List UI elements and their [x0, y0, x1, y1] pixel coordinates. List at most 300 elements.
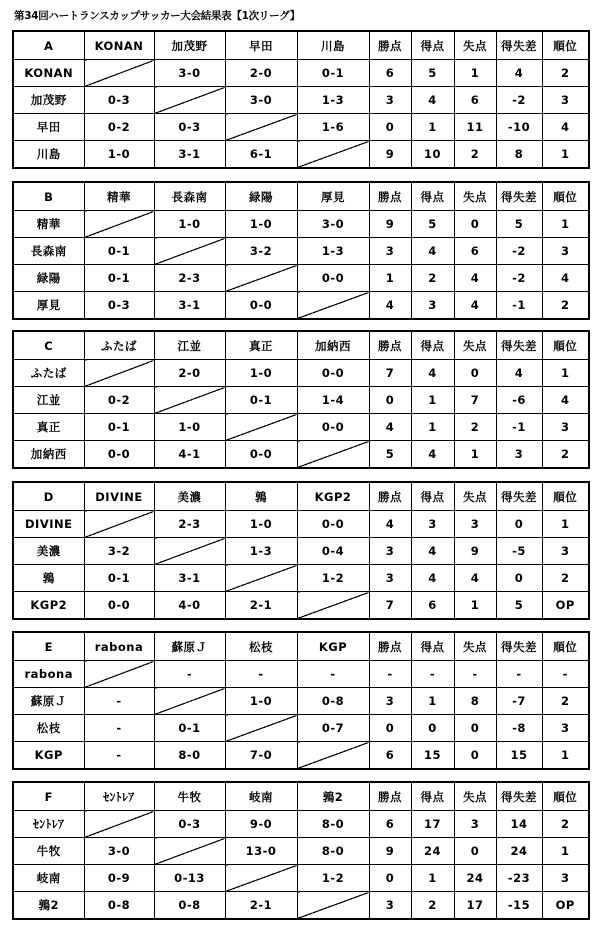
- stat-cell: 1: [542, 511, 589, 538]
- column-header: 松枝: [225, 632, 297, 661]
- team-name: KGP: [13, 742, 84, 770]
- match-score: 0-9: [84, 865, 154, 892]
- stat-cell: 3: [542, 538, 589, 565]
- stat-cell: 4: [496, 360, 542, 387]
- match-score: -: [84, 715, 154, 742]
- match-score: 1-4: [297, 387, 369, 414]
- column-header: 長森南: [154, 182, 225, 211]
- column-header: 鶉2: [297, 782, 369, 811]
- team-name: 蘇原Ｊ: [13, 688, 84, 715]
- stat-cell: 3: [369, 87, 411, 114]
- stat-cell: 4: [411, 360, 454, 387]
- stat-cell: 9: [454, 538, 496, 565]
- match-score: 0-3: [154, 114, 225, 141]
- table-header-row: [13, 31, 589, 60]
- stat-cell: 15: [496, 742, 542, 770]
- column-header: 勝点: [369, 782, 411, 811]
- stat-cell: 2: [411, 892, 454, 920]
- table-row: [13, 292, 589, 320]
- stat-cell: 14: [496, 811, 542, 838]
- match-score: 8-0: [154, 742, 225, 770]
- stat-cell: 3: [542, 865, 589, 892]
- table-row: [13, 265, 589, 292]
- team-name: 牛牧: [13, 838, 84, 865]
- team-name: 加納西: [13, 441, 84, 469]
- match-score: 3-1: [154, 292, 225, 320]
- diagonal-cell: [225, 414, 297, 441]
- match-score: 3-1: [154, 565, 225, 592]
- stat-cell: 6: [369, 742, 411, 770]
- table-header-row: [13, 182, 589, 211]
- group-table: [12, 781, 590, 920]
- match-score: 0-0: [84, 441, 154, 469]
- match-score: 4-0: [154, 592, 225, 620]
- stat-cell: 9: [369, 141, 411, 169]
- diagonal-cell: [84, 211, 154, 238]
- column-header: 蘇原Ｊ: [154, 632, 225, 661]
- match-score: 0-0: [297, 511, 369, 538]
- match-score: 2-0: [154, 360, 225, 387]
- table-row: [13, 238, 589, 265]
- stat-cell: 1: [454, 592, 496, 620]
- diagonal-cell: [297, 441, 369, 469]
- table-row: [13, 87, 589, 114]
- stat-cell: 2: [411, 265, 454, 292]
- column-header: 失点: [454, 182, 496, 211]
- stat-cell: 4: [542, 265, 589, 292]
- team-name: 厚見: [13, 292, 84, 320]
- column-header: 得失差: [496, 31, 542, 60]
- team-name: 加茂野: [13, 87, 84, 114]
- stat-cell: 4: [411, 441, 454, 469]
- stat-cell: 3: [369, 238, 411, 265]
- diagonal-cell: [84, 661, 154, 688]
- column-header: 順位: [542, 632, 589, 661]
- stat-cell: 4: [369, 414, 411, 441]
- stat-cell: 5: [369, 441, 411, 469]
- stat-cell: 24: [454, 865, 496, 892]
- match-score: 4-1: [154, 441, 225, 469]
- match-score: 1-3: [297, 238, 369, 265]
- diagonal-cell: [154, 538, 225, 565]
- stat-cell: 1: [411, 114, 454, 141]
- match-score: 2-0: [225, 60, 297, 87]
- stat-cell: 2: [454, 141, 496, 169]
- diagonal-cell: [297, 141, 369, 169]
- column-header: 勝点: [369, 182, 411, 211]
- diagonal-cell: [225, 865, 297, 892]
- stat-cell: 7: [369, 592, 411, 620]
- stat-cell: 3: [454, 511, 496, 538]
- column-header: 勝点: [369, 31, 411, 60]
- match-score: 0-0: [297, 360, 369, 387]
- table-row: [13, 511, 589, 538]
- group-table: [12, 481, 590, 620]
- team-name: KGP2: [13, 592, 84, 620]
- column-header: 精華: [84, 182, 154, 211]
- match-score: 1-0: [154, 414, 225, 441]
- stat-cell: 4: [411, 87, 454, 114]
- table-row: [13, 742, 589, 770]
- stat-cell: 4: [542, 387, 589, 414]
- stat-cell: 9: [369, 211, 411, 238]
- match-score: 0-7: [297, 715, 369, 742]
- team-name: 松枝: [13, 715, 84, 742]
- column-header: KGP: [297, 632, 369, 661]
- group-label: B: [13, 182, 84, 211]
- match-score: 0-2: [84, 114, 154, 141]
- match-score: 1-0: [84, 141, 154, 169]
- match-score: 0-8: [84, 892, 154, 920]
- diagonal-cell: [84, 811, 154, 838]
- stat-cell: 3: [369, 538, 411, 565]
- team-name: 鶉2: [13, 892, 84, 920]
- column-header: 得点: [411, 331, 454, 360]
- stat-cell: 4: [411, 538, 454, 565]
- match-score: 1-0: [225, 511, 297, 538]
- stat-cell: -5: [496, 538, 542, 565]
- match-score: 0-0: [225, 441, 297, 469]
- stat-cell: 3: [411, 511, 454, 538]
- team-name: 長森南: [13, 238, 84, 265]
- page-title: 第34回ハートランスカップサッカー大会結果表【1次リーグ】: [14, 10, 300, 22]
- match-score: 3-2: [225, 238, 297, 265]
- diagonal-cell: [154, 838, 225, 865]
- match-score: -: [225, 661, 297, 688]
- stat-cell: 6: [369, 60, 411, 87]
- stat-cell: 0: [369, 715, 411, 742]
- stat-cell: OP: [542, 592, 589, 620]
- stat-cell: 6: [411, 592, 454, 620]
- diagonal-cell: [297, 292, 369, 320]
- table-row: [13, 441, 589, 469]
- stat-cell: 2: [542, 688, 589, 715]
- match-score: 1-0: [225, 360, 297, 387]
- column-header: 川島: [297, 31, 369, 60]
- stat-cell: 6: [454, 238, 496, 265]
- stat-cell: 2: [454, 414, 496, 441]
- stat-cell: 0: [369, 865, 411, 892]
- stat-cell: 5: [411, 60, 454, 87]
- column-header: KGP2: [297, 482, 369, 511]
- stat-cell: -7: [496, 688, 542, 715]
- match-score: 3-0: [84, 838, 154, 865]
- table-row: [13, 538, 589, 565]
- stat-cell: 4: [369, 511, 411, 538]
- column-header: 得点: [411, 782, 454, 811]
- diagonal-cell: [297, 892, 369, 920]
- table-row: [13, 114, 589, 141]
- match-score: 0-3: [154, 811, 225, 838]
- column-header: 緑陽: [225, 182, 297, 211]
- stat-cell: -23: [496, 865, 542, 892]
- match-score: 2-1: [225, 592, 297, 620]
- stat-cell: 1: [411, 387, 454, 414]
- match-score: 0-1: [84, 238, 154, 265]
- stat-cell: 0: [454, 360, 496, 387]
- stat-cell: 4: [454, 292, 496, 320]
- stat-cell: 6: [369, 811, 411, 838]
- match-score: 2-3: [154, 265, 225, 292]
- match-score: 0-3: [84, 87, 154, 114]
- match-score: 0-0: [297, 414, 369, 441]
- stat-cell: 4: [454, 565, 496, 592]
- stat-cell: 2: [542, 441, 589, 469]
- stat-cell: 0: [369, 114, 411, 141]
- stat-cell: -6: [496, 387, 542, 414]
- team-name: 精華: [13, 211, 84, 238]
- stat-cell: 1: [369, 265, 411, 292]
- group-label: C: [13, 331, 84, 360]
- stat-cell: -: [542, 661, 589, 688]
- column-header: 厚見: [297, 182, 369, 211]
- column-header: 順位: [542, 182, 589, 211]
- table-row: [13, 414, 589, 441]
- stat-cell: 0: [454, 838, 496, 865]
- match-score: 1-0: [225, 211, 297, 238]
- stat-cell: 3: [369, 688, 411, 715]
- match-score: 0-1: [154, 715, 225, 742]
- stat-cell: 2: [542, 292, 589, 320]
- table-row: [13, 838, 589, 865]
- column-header: 得点: [411, 182, 454, 211]
- column-header: 順位: [542, 782, 589, 811]
- column-header: 美濃: [154, 482, 225, 511]
- team-name: 川島: [13, 141, 84, 169]
- stat-cell: -1: [496, 414, 542, 441]
- table-row: [13, 688, 589, 715]
- group-table: [12, 181, 590, 320]
- team-name: 岐南: [13, 865, 84, 892]
- stat-cell: -: [411, 661, 454, 688]
- stat-cell: 4: [411, 565, 454, 592]
- match-score: 0-0: [84, 592, 154, 620]
- table-header-row: [13, 482, 589, 511]
- column-header: 得点: [411, 482, 454, 511]
- stat-cell: 3: [369, 892, 411, 920]
- column-header: 失点: [454, 331, 496, 360]
- match-score: 8-0: [297, 811, 369, 838]
- diagonal-cell: [154, 387, 225, 414]
- diagonal-cell: [154, 238, 225, 265]
- stat-cell: -1: [496, 292, 542, 320]
- stat-cell: 5: [496, 211, 542, 238]
- match-score: 13-0: [225, 838, 297, 865]
- stat-cell: 9: [369, 838, 411, 865]
- match-score: 0-13: [154, 865, 225, 892]
- match-score: 2-3: [154, 511, 225, 538]
- column-header: 鶉: [225, 482, 297, 511]
- column-header: 江並: [154, 331, 225, 360]
- column-header: 失点: [454, 31, 496, 60]
- table-row: [13, 865, 589, 892]
- team-name: KONAN: [13, 60, 84, 87]
- column-header: KONAN: [84, 31, 154, 60]
- group-table: [12, 631, 590, 770]
- stat-cell: 2: [542, 811, 589, 838]
- stat-cell: 1: [542, 360, 589, 387]
- match-score: 1-2: [297, 565, 369, 592]
- column-header: 得失差: [496, 632, 542, 661]
- team-name: ｾﾝﾄﾚｱ: [13, 811, 84, 838]
- team-name: 緑陽: [13, 265, 84, 292]
- column-header: DIVINE: [84, 482, 154, 511]
- match-score: 8-0: [297, 838, 369, 865]
- match-score: 1-0: [225, 688, 297, 715]
- stat-cell: -10: [496, 114, 542, 141]
- stat-cell: 2: [542, 60, 589, 87]
- table-row: [13, 811, 589, 838]
- column-header: 勝点: [369, 331, 411, 360]
- diagonal-cell: [297, 742, 369, 770]
- stat-cell: 0: [369, 387, 411, 414]
- column-header: 勝点: [369, 632, 411, 661]
- match-score: -: [84, 688, 154, 715]
- match-score: 3-0: [297, 211, 369, 238]
- match-score: 0-8: [297, 688, 369, 715]
- table-row: [13, 592, 589, 620]
- stat-cell: 4: [542, 114, 589, 141]
- column-header: 得失差: [496, 331, 542, 360]
- match-score: 3-2: [84, 538, 154, 565]
- column-header: 失点: [454, 782, 496, 811]
- column-header: 得失差: [496, 782, 542, 811]
- stat-cell: 8: [496, 141, 542, 169]
- diagonal-cell: [225, 565, 297, 592]
- stat-cell: 24: [411, 838, 454, 865]
- stat-cell: 4: [369, 292, 411, 320]
- column-header: 牛牧: [154, 782, 225, 811]
- match-score: -: [154, 661, 225, 688]
- diagonal-cell: [154, 87, 225, 114]
- column-header: 加茂野: [154, 31, 225, 60]
- column-header: 得失差: [496, 482, 542, 511]
- stat-cell: 2: [542, 565, 589, 592]
- table-row: [13, 141, 589, 169]
- diagonal-cell: [225, 715, 297, 742]
- match-score: 3-0: [154, 60, 225, 87]
- column-header: 失点: [454, 632, 496, 661]
- group-label: D: [13, 482, 84, 511]
- stat-cell: -: [496, 661, 542, 688]
- match-score: 0-3: [84, 292, 154, 320]
- table-header-row: [13, 331, 589, 360]
- column-header: 得失差: [496, 182, 542, 211]
- table-row: [13, 661, 589, 688]
- column-header: 得点: [411, 632, 454, 661]
- stat-cell: 1: [411, 414, 454, 441]
- column-header: 得点: [411, 31, 454, 60]
- stat-cell: 5: [411, 211, 454, 238]
- column-header: 真正: [225, 331, 297, 360]
- stat-cell: -2: [496, 238, 542, 265]
- column-header: 順位: [542, 482, 589, 511]
- stat-cell: 3: [542, 414, 589, 441]
- match-score: 0-1: [84, 565, 154, 592]
- stat-cell: 24: [496, 838, 542, 865]
- table-row: [13, 715, 589, 742]
- team-name: 早田: [13, 114, 84, 141]
- stat-cell: 3: [411, 292, 454, 320]
- stat-cell: 3: [542, 715, 589, 742]
- match-score: 9-0: [225, 811, 297, 838]
- stat-cell: 0: [454, 715, 496, 742]
- diagonal-cell: [225, 265, 297, 292]
- stat-cell: 8: [454, 688, 496, 715]
- match-score: 6-1: [225, 141, 297, 169]
- column-header: 岐南: [225, 782, 297, 811]
- stat-cell: 3: [369, 565, 411, 592]
- diagonal-cell: [84, 360, 154, 387]
- stat-cell: -8: [496, 715, 542, 742]
- table-header-row: [13, 632, 589, 661]
- team-name: 鶉: [13, 565, 84, 592]
- stat-cell: 15: [411, 742, 454, 770]
- match-score: 1-6: [297, 114, 369, 141]
- stat-cell: 1: [542, 838, 589, 865]
- column-header: 勝点: [369, 482, 411, 511]
- stat-cell: 0: [454, 742, 496, 770]
- stat-cell: 1: [411, 688, 454, 715]
- diagonal-cell: [154, 688, 225, 715]
- stat-cell: OP: [542, 892, 589, 920]
- group-table: [12, 30, 590, 169]
- match-score: 0-1: [297, 60, 369, 87]
- stat-cell: 3: [542, 238, 589, 265]
- diagonal-cell: [84, 60, 154, 87]
- stat-cell: 7: [454, 387, 496, 414]
- stat-cell: 3: [454, 811, 496, 838]
- match-score: 0-0: [225, 292, 297, 320]
- match-score: 1-0: [154, 211, 225, 238]
- column-header: rabona: [84, 632, 154, 661]
- stat-cell: 17: [454, 892, 496, 920]
- column-header: 早田: [225, 31, 297, 60]
- table-header-row: [13, 782, 589, 811]
- group-label: E: [13, 632, 84, 661]
- stat-cell: -2: [496, 87, 542, 114]
- stat-cell: 17: [411, 811, 454, 838]
- match-score: 2-1: [225, 892, 297, 920]
- stat-cell: 4: [411, 238, 454, 265]
- column-header: 順位: [542, 31, 589, 60]
- team-name: ふたば: [13, 360, 84, 387]
- stat-cell: 10: [411, 141, 454, 169]
- match-score: 0-1: [225, 387, 297, 414]
- column-header: 失点: [454, 482, 496, 511]
- stat-cell: -15: [496, 892, 542, 920]
- stat-cell: 0: [496, 511, 542, 538]
- stat-cell: 0: [454, 211, 496, 238]
- stat-cell: 1: [542, 742, 589, 770]
- stat-cell: 4: [454, 265, 496, 292]
- stat-cell: 7: [369, 360, 411, 387]
- stat-cell: 5: [496, 592, 542, 620]
- table-row: [13, 60, 589, 87]
- table-row: [13, 387, 589, 414]
- match-score: 7-0: [225, 742, 297, 770]
- group-table: [12, 330, 590, 469]
- stat-cell: 11: [454, 114, 496, 141]
- stat-cell: 1: [411, 865, 454, 892]
- stat-cell: 6: [454, 87, 496, 114]
- stat-cell: 0: [411, 715, 454, 742]
- stat-cell: -: [369, 661, 411, 688]
- stat-cell: 1: [454, 60, 496, 87]
- stat-cell: 1: [542, 211, 589, 238]
- stat-cell: 3: [542, 87, 589, 114]
- match-score: 0-1: [84, 414, 154, 441]
